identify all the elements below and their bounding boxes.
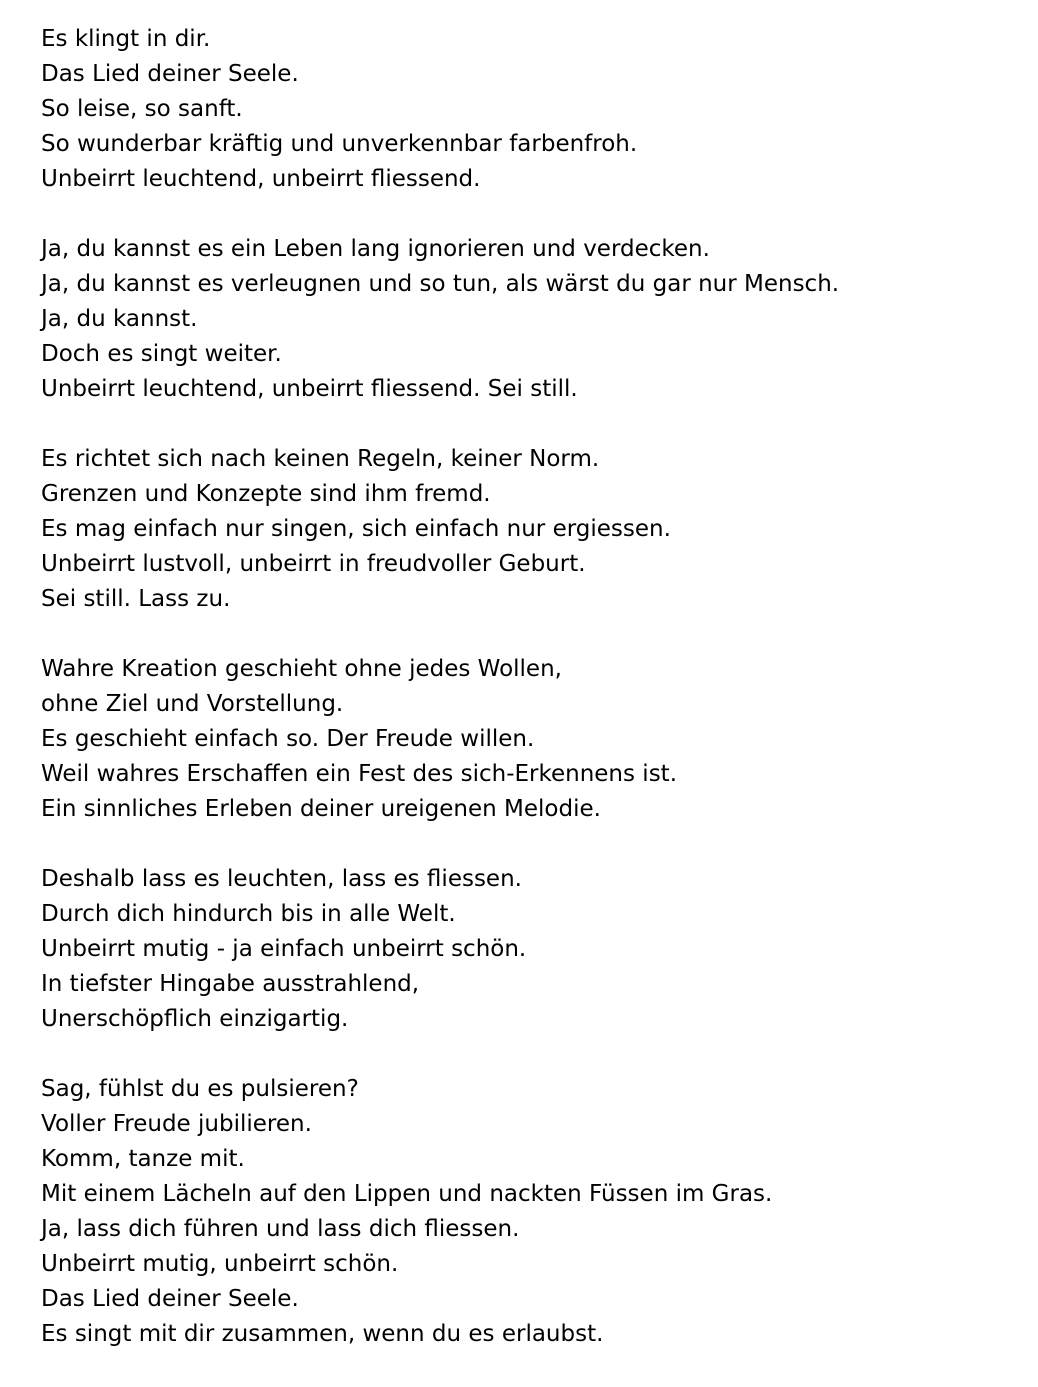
poem-line: Weil wahres Erschaffen ein Fest des sich-Erkennens ist. [41, 761, 678, 787]
poem-line: Voller Freude jubilieren. [41, 1111, 312, 1137]
poem-line: Sei still. Lass zu. [41, 586, 231, 612]
poem-line: Ein sinnliches Erleben deiner ureigenen Melodie. [41, 796, 601, 822]
poem-line: Ja, lass dich führen und lass dich fliessen. [41, 1216, 520, 1242]
poem-line: Grenzen und Konzepte sind ihm fremd. [41, 481, 491, 507]
poem-line: Unerschöpflich einzigartig. [41, 1006, 349, 1032]
poem-line: ohne Ziel und Vorstellung. [41, 691, 344, 717]
poem-line: Ja, du kannst. [41, 306, 198, 332]
stanza-1 [41, 22, 1021, 197]
stanza-3 [41, 442, 1021, 617]
poem-line: Ja, du kannst es verleugnen und so tun, als wärst du gar nur Mensch. [41, 271, 840, 297]
poem-line: Wahre Kreation geschieht ohne jedes Wollen, [41, 656, 562, 682]
poem-line: Doch es singt weiter. [41, 341, 282, 367]
poem-line: Es geschieht einfach so. Der Freude willen. [41, 726, 535, 752]
poem-line: Das Lied deiner Seele. [41, 61, 299, 87]
poem-line: In tiefster Hingabe ausstrahlend, [41, 971, 420, 997]
poem-line: Komm, tanze mit. [41, 1146, 245, 1172]
poem-line: Sag, fühlst du es pulsieren? [41, 1076, 359, 1102]
poem-line: Das Lied deiner Seele. [41, 1286, 299, 1312]
poem-line: Es singt mit dir zusammen, wenn du es erlaubst. [41, 1321, 604, 1347]
stanza-4 [41, 652, 1021, 827]
poem-line: Es richtet sich nach keinen Regeln, keiner Norm. [41, 446, 600, 472]
stanza-5 [41, 862, 1021, 1037]
stanza-2 [41, 232, 1021, 407]
poem-line: Mit einem Lächeln auf den Lippen und nackten Füssen im Gras. [41, 1181, 773, 1207]
poem-line: Durch dich hindurch bis in alle Welt. [41, 901, 456, 927]
poem-line: Unbeirrt leuchtend, unbeirrt fliessend. Sei still. [41, 376, 578, 402]
stanza-6 [41, 1072, 1021, 1352]
poem [41, 22, 1021, 1387]
poem-line: So leise, so sanft. [41, 96, 243, 122]
poem-line: So wunderbar kräftig und unverkennbar farbenfroh. [41, 131, 638, 157]
poem-line: Unbeirrt leuchtend, unbeirrt fliessend. [41, 166, 481, 192]
poem-line: Unbeirrt mutig - ja einfach unbeirrt schön. [41, 936, 527, 962]
poem-line: Es klingt in dir. [41, 26, 211, 52]
poem-line: Unbeirrt lustvoll, unbeirrt in freudvoller Geburt. [41, 551, 586, 577]
poem-line: Deshalb lass es leuchten, lass es fliessen. [41, 866, 522, 892]
poem-line: Es mag einfach nur singen, sich einfach nur ergiessen. [41, 516, 671, 542]
poem-line: Ja, du kannst es ein Leben lang ignorieren und verdecken. [41, 236, 710, 262]
poem-line: Unbeirrt mutig, unbeirrt schön. [41, 1251, 399, 1277]
